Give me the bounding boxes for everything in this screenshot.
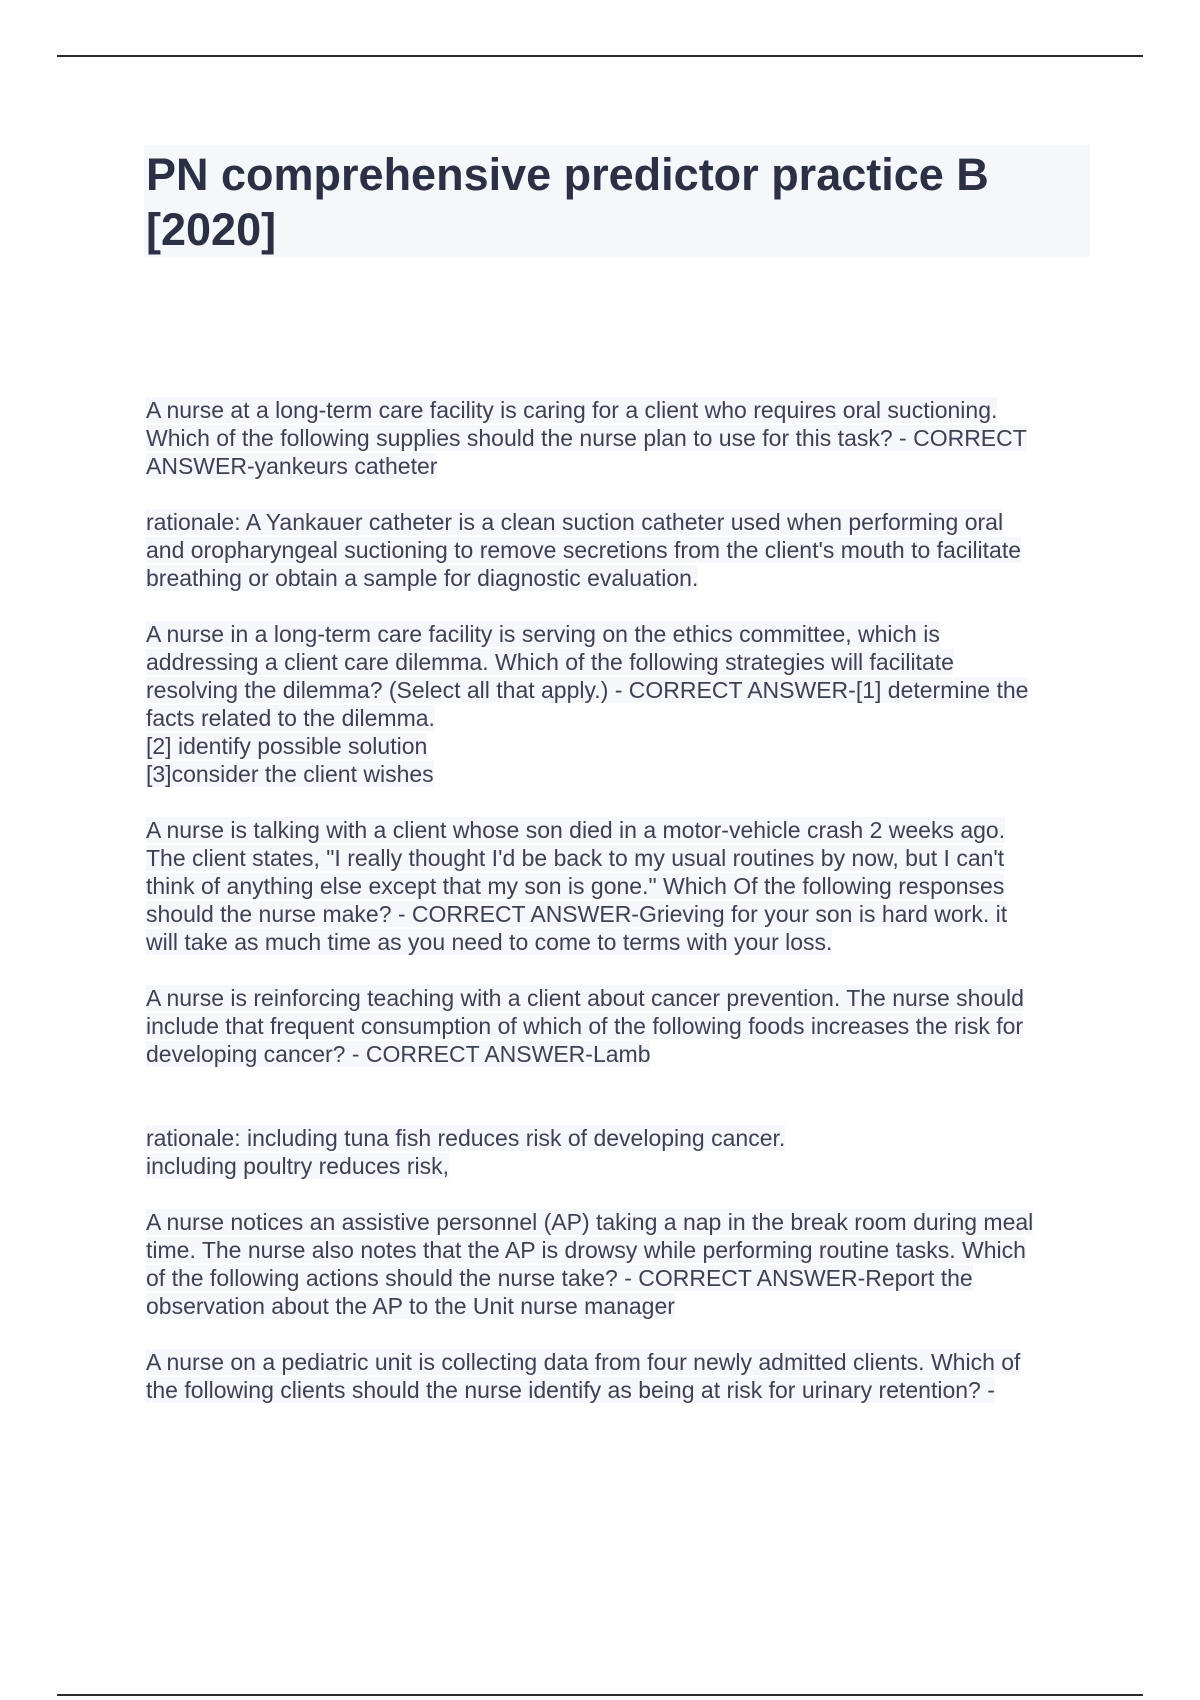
title-line-1: PN comprehensive predictor practice B: [146, 149, 989, 200]
text-line: observation about the AP to the Unit nurse manager: [146, 1293, 675, 1319]
text-line: time. The nurse also notes that the AP is drowsy while performing routine tasks. Which: [146, 1237, 1026, 1263]
title-line-2: [2020]: [146, 204, 277, 255]
text-line: the following clients should the nurse identify as being at risk for urinary retention? -: [146, 1377, 995, 1403]
text-line: including poultry reduces risk,: [146, 1153, 449, 1179]
question-ethics-committee: [146, 620, 1086, 788]
text-line: resolving the dilemma? (Select all that apply.) - CORRECT ANSWER-[1] determine the: [146, 677, 1029, 703]
text-line: [2] identify possible solution: [146, 733, 428, 759]
rationale-yankauer: [146, 508, 1086, 592]
text-line: A nurse at a long-term care facility is caring for a client who requires oral suctioning.: [146, 397, 998, 423]
rationale-cancer-prevention: [146, 1124, 1086, 1180]
text-line: will take as much time as you need to come to terms with your loss.: [146, 929, 833, 955]
text-line: rationale: including tuna fish reduces risk of developing cancer.: [146, 1125, 786, 1151]
text-line: A nurse is reinforcing teaching with a client about cancer prevention. The nurse should: [146, 985, 1024, 1011]
text-line: think of anything else except that my son is gone." Which Of the following responses: [146, 873, 1005, 899]
text-line: of the following actions should the nurse take? - CORRECT ANSWER-Report the: [146, 1265, 973, 1291]
text-line: Which of the following supplies should the nurse plan to use for this task? - CORRECT: [146, 425, 1027, 451]
question-cancer-prevention: [146, 984, 1086, 1068]
text-line: ANSWER-yankeurs catheter: [146, 453, 438, 479]
question-oral-suctioning: [146, 396, 1086, 480]
text-line: should the nurse make? - CORRECT ANSWER-Grieving for your son is hard work. it: [146, 901, 1008, 927]
text-line: A nurse notices an assistive personnel (AP) taking a nap in the break room during meal: [146, 1209, 1034, 1235]
text-line: include that frequent consumption of which of the following foods increases the risk for: [146, 1013, 1024, 1039]
text-line: breathing or obtain a sample for diagnostic evaluation.: [146, 565, 699, 591]
text-line: A nurse in a long-term care facility is serving on the ethics committee, which is: [146, 621, 940, 647]
text-line: and oropharyngeal suctioning to remove secretions from the client's mouth to facilitate: [146, 537, 1022, 563]
question-urinary-retention: [146, 1348, 1086, 1404]
document-title: [146, 147, 1086, 257]
header-rule: [57, 55, 1143, 57]
text-line: A nurse on a pediatric unit is collecting data from four newly admitted clients. Which of: [146, 1349, 1021, 1375]
question-grieving-client: [146, 816, 1086, 956]
question-drowsy-ap: [146, 1208, 1086, 1320]
text-line: developing cancer? - CORRECT ANSWER-Lamb: [146, 1041, 651, 1067]
footer-rule: [57, 1694, 1143, 1696]
text-line: A nurse is talking with a client whose son died in a motor-vehicle crash 2 weeks ago.: [146, 817, 1006, 843]
text-line: addressing a client care dilemma. Which of the following strategies will facilitate: [146, 649, 954, 675]
text-line: facts related to the dilemma.: [146, 705, 435, 731]
text-line: The client states, "I really thought I'd be back to my usual routines by now, but I can't: [146, 845, 1005, 871]
text-line: [3]consider the client wishes: [146, 761, 434, 787]
document-body: [146, 396, 1086, 1432]
text-line: rationale: A Yankauer catheter is a clean suction catheter used when performing oral: [146, 509, 1004, 535]
